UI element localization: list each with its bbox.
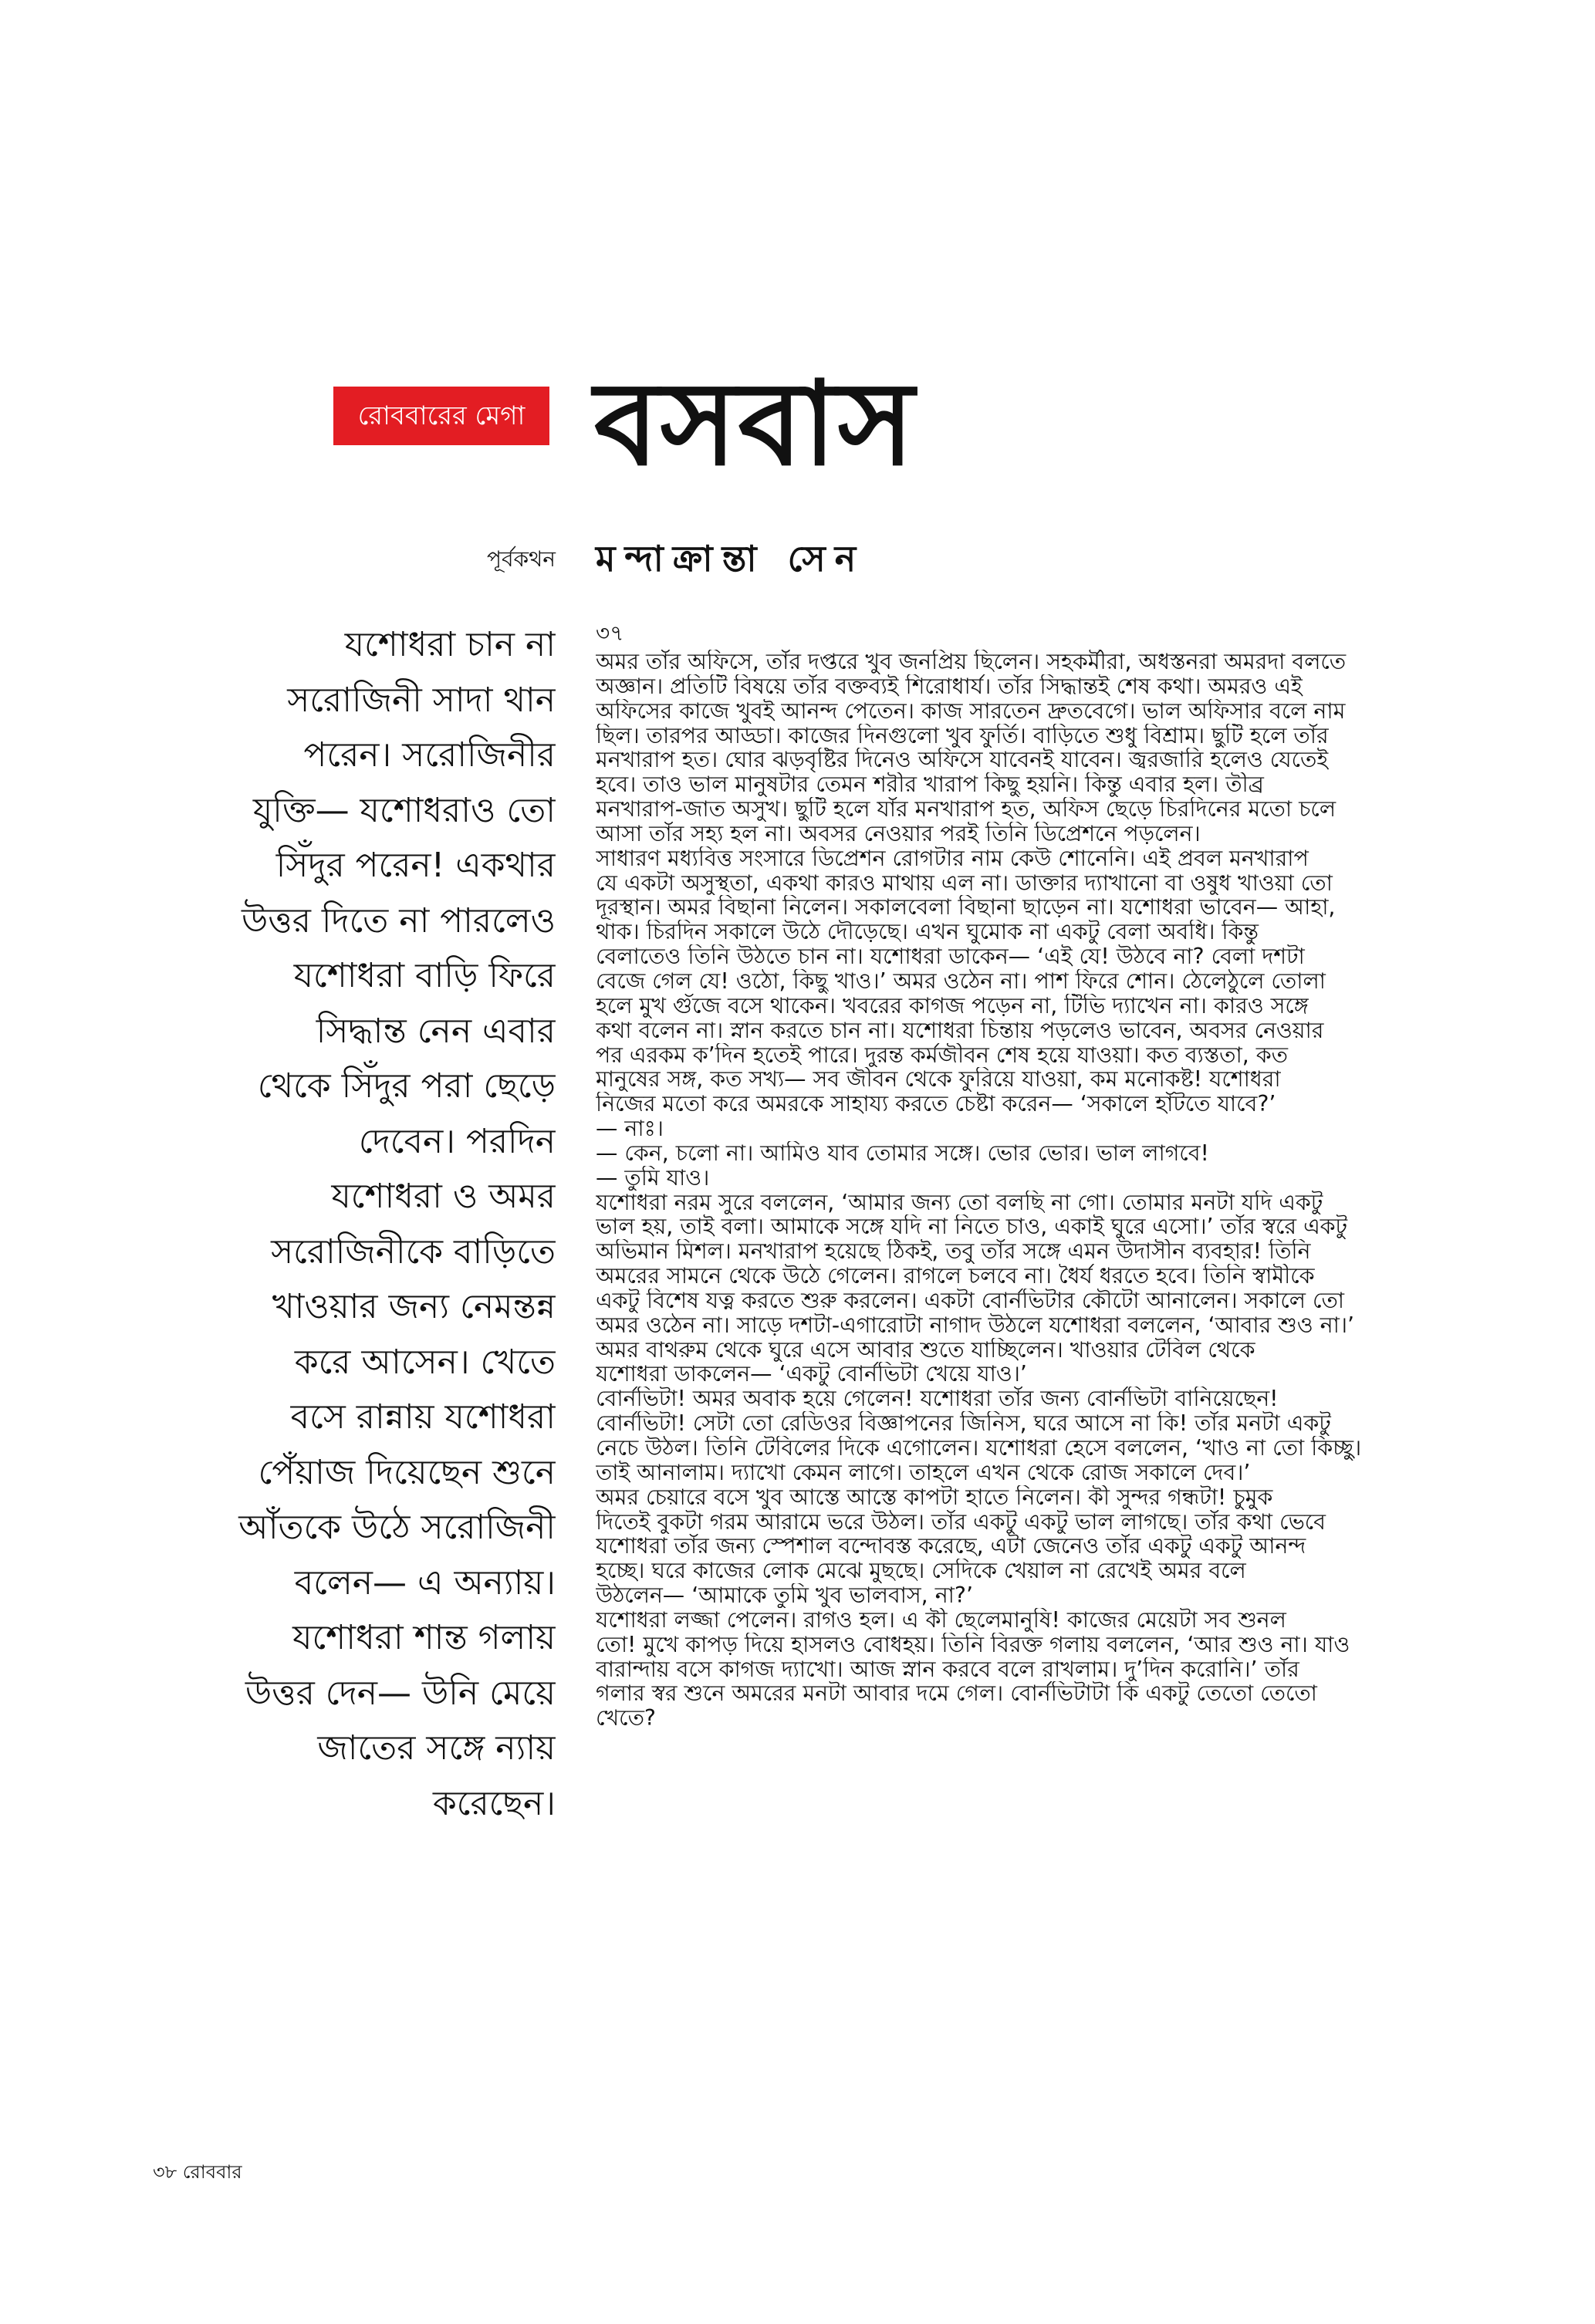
body-line: তো! মুখে কাপড় দিয়ে হাসলও বোধহয়। তিনি বিরক্ত গলায় বললেন, ‘আর শুও না। যাও <box>596 1632 1350 1657</box>
body-line: অফিসের কাজে খুবই আনন্দ পেতেন। কাজ সারতেন দ্রুতবেগে। ভাল অফিসার বলে নাম <box>596 698 1346 724</box>
pull-quote-line: পরেন। সরোজিনীর <box>303 735 556 775</box>
story-title: বসবাস <box>594 357 916 491</box>
pull-quote-line: বলেন— এ অন্যায়। <box>294 1562 556 1603</box>
body-line: কথা বলেন না। স্নান করতে চান না। যশোধরা চিন্তায় পড়লেও ভাবেন, অবসর নেওয়ার <box>596 1018 1324 1043</box>
body-line: বারান্দায় বসে কাগজ দ্যাখো। আজ স্নান করবে বলে রাখলাম। দু’দিন করোনি।’ তাঁর <box>596 1657 1299 1682</box>
body-line: — তুমি যাও। <box>596 1165 710 1191</box>
body-line: মনখারাপ হত। ঘোর ঝড়বৃষ্টির দিনেও অফিসে যাবেনই যাবেন। জ্বরজারি হলেও যেতেই <box>596 748 1329 773</box>
pull-quote-line: বসে রান্নায় যশোধরা <box>290 1397 556 1437</box>
body-line: ভাল হয়, তাই বলা। আমাকে সঙ্গে যদি না নিতে চাও, একাই ঘুরে এসো।’ তাঁর স্বরে একটু <box>596 1214 1347 1240</box>
body-line: নেচে উঠল। তিনি টেবিলের দিকে এগোলেন। যশোধরা হেসে বললেন, ‘খাও না তো কিচ্ছু। <box>596 1436 1362 1461</box>
pull-quote <box>123 617 556 1929</box>
chapter-number: ৩৭ <box>596 620 624 646</box>
article-body <box>596 617 1452 2160</box>
body-line: একটু বিশেষ যত্ন করতে শুরু করলেন। একটা বোর্নভিটার কৌটো আনালেন। সকালে তো <box>596 1288 1345 1313</box>
body-line: নিজের মতো করে অমরকে সাহায্য করতে চেষ্টা করেন— ‘সকালে হাঁটতে যাবে?’ <box>596 1092 1276 1117</box>
pull-quote-line: সিঁদুর পরেন! একথার <box>275 846 556 885</box>
body-line: বেলাতেও তিনি উঠতে চান না। যশোধরা ডাকেন— ‘এই যে! উঠবে না? বেলা দশটা <box>596 944 1305 969</box>
body-line: — কেন, চলো না। আমিও যাব তোমার সঙ্গে। ভোর ভোর। ভাল লাগবে! <box>596 1140 1209 1166</box>
body-line: সাধারণ মধ্যবিত্ত সংসারে ডিপ্রেশন রোগটার নাম কেউ শোনেনি। এই প্রবল মনখারাপ <box>596 846 1309 871</box>
body-line: বেজে গেল যে! ওঠো, কিছু খাও।’ অমর ওঠেন না। পাশ ফিরে শোন। ঠেলেঠুলে তোলা <box>596 968 1326 994</box>
pull-quote-line: যুক্তি— যশোধরাও তো <box>252 790 556 830</box>
pull-quote-line: জাতের সঙ্গে ন্যায় <box>317 1728 556 1768</box>
body-line: বোর্নভিটা! সেটা তো রেডিওর বিজ্ঞাপনের জিনিস, ঘরে আসে না কি! তাঁর মনটা একটু <box>596 1411 1331 1436</box>
page-number: ৩৮ রোববার <box>153 2161 242 2183</box>
body-line: — নাঃ। <box>596 1116 664 1141</box>
body-line: হলে মুখ গুঁজে বসে থাকেন। খবরের কাগজ পড়েন না, টিভি দ্যাখেন না। কারও সঙ্গে <box>596 993 1309 1018</box>
body-line: বোর্নভিটা! অমর অবাক হয়ে গেলেন! যশোধরা তাঁর জন্য বোর্নভিটা বানিয়েছেন! <box>596 1387 1279 1412</box>
body-line: অমর ওঠেন না। সাড়ে দশটা-এগারোটা নাগাদ উঠলে যশোধরা বললেন, ‘আবার শুও না।’ <box>596 1312 1355 1338</box>
pull-quote-line: যশোধরা চান না <box>344 625 556 664</box>
pull-quote-line: থেকে সিঁদুর পরা ছেড়ে <box>257 1066 556 1106</box>
pull-quote-line: যশোধরা বাড়ি ফিরে <box>293 956 556 995</box>
pull-quote-line: উত্তর দেন— উনি মেয়ে <box>245 1673 556 1713</box>
pull-quote-line: সরোজিনী সাদা থান <box>287 680 556 720</box>
body-line: দূরস্থান। অমর বিছানা নিলেন। সকালবেলা বিছানা ছাড়েন না। যশোধরা ভাবেন— আহা, <box>596 895 1336 920</box>
body-line: যশোধরা তাঁর জন্য স্পেশাল বন্দোবস্ত করেছে, এটা জেনেও তাঁর একটু একটু আনন্দ <box>596 1534 1306 1559</box>
pull-quote-line: যশোধরা ও অমর <box>331 1177 556 1216</box>
body-line: মনখারাপ-জাত অসুখ। ছুটি হলে যাঁর মনখারাপ হত, অফিস ছেড়ে চিরদিনের মতো চলে <box>596 797 1336 822</box>
pull-quote-line: করে আসেন। খেতে <box>294 1342 556 1382</box>
pull-quote-line: যশোধরা শান্ত গলায় <box>292 1618 556 1657</box>
body-line: ছিল। তারপর আড্ডা। কাজের দিনগুলো খুব ফুর্তি। বাড়িতে শুধু বিশ্রাম। ছুটি হলে তাঁর <box>596 723 1329 748</box>
body-line: পর এরকম ক’দিন হতেই পারে। দুরন্ত কর্মজীবন শেষ হয়ে যাওয়া। কত ব্যস্ততা, কত <box>596 1042 1288 1068</box>
series-badge: রোববারের মেগা <box>333 387 549 445</box>
body-line: তাই আনালাম। দ্যাখো কেমন লাগে। তাহলে এখন থেকে রোজ সকালে দেব।’ <box>596 1460 1251 1485</box>
pull-quote-line: সিদ্ধান্ত নেন এবার <box>316 1011 556 1051</box>
prologue-label: পূর্বকথন <box>486 546 556 572</box>
body-line: যশোধরা ডাকলেন— ‘একটু বোর্নভিটা খেয়ে যাও।’ <box>596 1362 1027 1387</box>
body-line: খেতে? <box>596 1706 656 1731</box>
body-line: অমর তাঁর অফিসে, তাঁর দপ্তরে খুব জনপ্রিয় ছিলেন। সহকর্মীরা, অধস্তনরা অমরদা বলতে <box>596 650 1347 674</box>
pull-quote-line: সরোজিনীকে বাড়িতে <box>271 1231 556 1272</box>
body-line: মানুষের সঙ্গ, কত সখ্য— সব জীবন থেকে ফুরিয়ে যাওয়া, কম মনোকষ্ট! যশোধরা <box>596 1067 1281 1093</box>
body-line: উঠলেন— ‘আমাকে তুমি খুব ভালবাস, না?’ <box>596 1583 973 1608</box>
author-name: মন্দাক্রান্তা সেন <box>596 538 866 579</box>
body-line: অভিমান মিশল। মনখারাপ হয়েছে ঠিকই, তবু তাঁর সঙ্গে এমন উদাসীন ব্যবহার! তিনি <box>596 1239 1311 1265</box>
body-line: হচ্ছে। ঘরে কাজের লোক মেঝে মুছছে। সেদিকে খেয়াল না রেখেই অমর বলে <box>596 1559 1246 1584</box>
body-line: গলার স্বর শুনে অমরের মনটা আবার দমে গেল। বোর্নভিটাটা কি একটু তেতো তেতো <box>596 1681 1317 1707</box>
body-line: দিতেই বুকটা গরম আরামে ভরে উঠল। তাঁর একটু একটু ভাল লাগছে। তাঁর কথা ভেবে <box>596 1509 1326 1535</box>
pull-quote-line: পেঁয়াজ দিয়েছেন শুনে <box>258 1452 556 1492</box>
body-line: যশোধরা লজ্জা পেলেন। রাগও হল। এ কী ছেলেমানুষি! কাজের মেয়েটা সব শুনল <box>596 1607 1286 1633</box>
pull-quote-line: করেছেন। <box>432 1783 556 1823</box>
body-line: যশোধরা নরম সুরে বললেন, ‘আমার জন্য তো বলছি না গো। তোমার মনটা যদি একটু <box>596 1190 1323 1215</box>
body-line: অজ্ঞান। প্রতিটি বিষয়ে তাঁর বক্তব্যই শিরোধার্য। তাঁর সিদ্ধান্তই শেষ কথা। অমরও এই <box>596 674 1303 699</box>
body-line: আসা তাঁর সহ্য হল না। অবসর নেওয়ার পরই তিনি ডিপ্রেশনে পড়লেন। <box>596 821 1201 846</box>
body-line: থাক। চিরদিন সকালে উঠে দৌড়েছে। এখন ঘুমোক না একটু বেলা অবধি। কিন্তু <box>596 920 1259 945</box>
body-line: অমর বাথরুম থেকে ঘুরে এসে আবার শুতে যাচ্ছিলেন। খাওয়ার টেবিল থেকে <box>596 1337 1255 1363</box>
body-line: যে একটা অসুস্থতা, একথা কারও মাথায় এল না। ডাক্তার দ্যাখানো বা ওষুধ খাওয়া তো <box>596 870 1333 896</box>
pull-quote-line: খাওয়ার জন্য নেমন্তন্ন <box>272 1287 556 1326</box>
pull-quote-line: দেবেন। পরদিন <box>358 1121 556 1161</box>
body-line: হবে। তাও ভাল মানুষটার তেমন শরীর খারাপ কিছু হয়নি। কিন্তু এবার হল। তীব্র <box>596 772 1264 798</box>
pull-quote-line: আঁতকে উঠে সরোজিনী <box>238 1508 556 1547</box>
body-line: অমর চেয়ারে বসে খুব আস্তে আস্তে কাপটা হাতে নিলেন। কী সুন্দর গন্ধটা! চুমুক <box>596 1485 1273 1510</box>
body-line: অমরের সামনে থেকে উঠে গেলেন। রাগলে চলবে না। ধৈর্য ধরতে হবে। তিনি স্বামীকে <box>596 1264 1315 1289</box>
pull-quote-line: উত্তর দিতে না পারলেও <box>241 900 556 941</box>
